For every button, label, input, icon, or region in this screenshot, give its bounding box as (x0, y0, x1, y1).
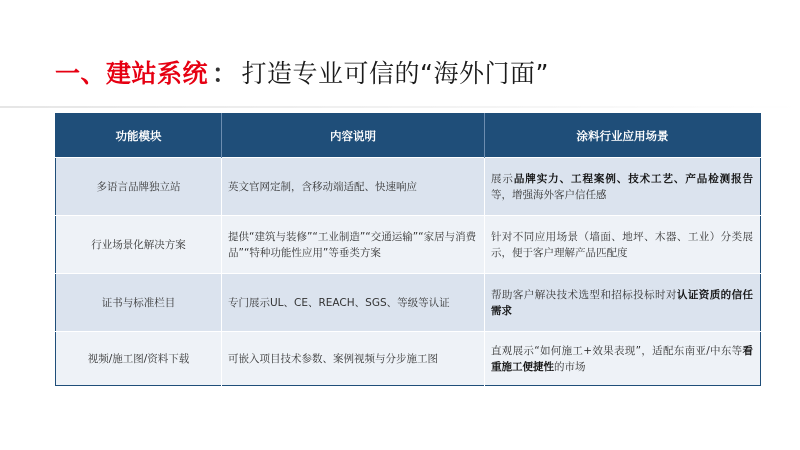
application-cell (485, 158, 761, 216)
table-row (56, 332, 761, 386)
page-title (55, 52, 549, 92)
title-divider (0, 106, 800, 108)
application-text: 帮助客户解决技术选型和招标投标时对 (491, 288, 677, 301)
header-content: 内容说明 (222, 114, 485, 158)
content-cell: 英文官网定制，含移动端适配、快速响应 (222, 158, 485, 216)
module-cell: 视频/施工图/资料下载 (56, 332, 222, 386)
application-cell (485, 274, 761, 332)
title-heading: 一、建站系统 (55, 59, 209, 88)
table-row (56, 216, 761, 274)
table-header-row (56, 114, 761, 158)
application-text-tail: 的市场 (554, 360, 586, 373)
application-text: 针对不同应用场景（墙面、地坪、木器、工业）分类展示，便于客户理解产品匹配度 (491, 230, 753, 259)
title-separator: ： (212, 59, 238, 88)
application-highlight: 认证资质的信任需求 (491, 288, 753, 317)
table-row (56, 274, 761, 332)
header-application: 涂料行业应用场景 (485, 114, 761, 158)
application-cell (485, 332, 761, 386)
module-cell: 多语言品牌独立站 (56, 158, 222, 216)
application-text-tail: 等，增强海外客户信任感 (491, 188, 607, 201)
application-highlight: 看重施工便捷性 (491, 344, 753, 373)
application-text: 直观展示“如何施工+效果表现”，适配东南亚/中东等 (491, 344, 743, 357)
application-text: 展示 (491, 172, 514, 185)
content-cell: 专门展示UL、CE、REACH、SGS、等级等认证 (222, 274, 485, 332)
application-highlight: 品牌实力、工程案例、技术工艺、产品检测报告 (513, 172, 754, 185)
feature-table (55, 113, 761, 386)
header-module: 功能模块 (56, 114, 222, 158)
title-subheading: 打造专业可信的“海外门面” (241, 59, 549, 88)
module-cell: 证书与标准栏目 (56, 274, 222, 332)
module-cell: 行业场景化解决方案 (56, 216, 222, 274)
content-cell: 提供“建筑与装修”“工业制造”“交通运输”“家居与消费品”“特种功能性应用”等垂类方案 (222, 216, 485, 274)
table-row (56, 158, 761, 216)
content-cell: 可嵌入项目技术参数、案例视频与分步施工图 (222, 332, 485, 386)
application-cell (485, 216, 761, 274)
